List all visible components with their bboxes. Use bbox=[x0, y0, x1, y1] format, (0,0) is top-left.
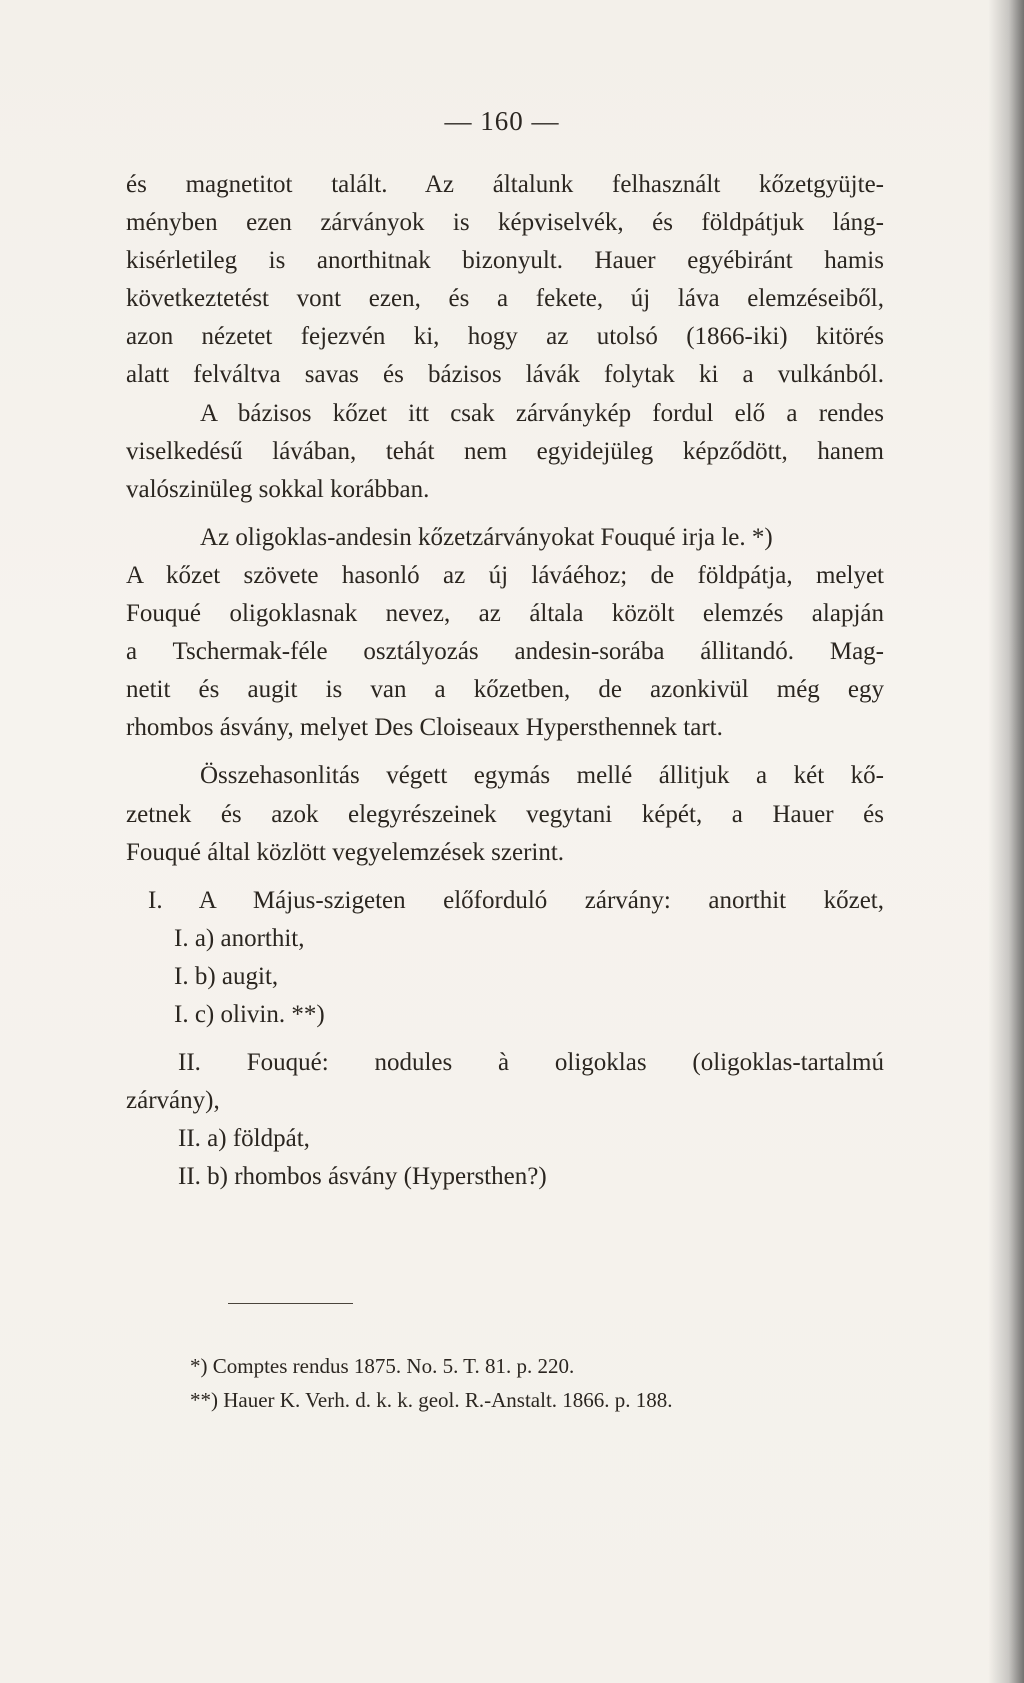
text-line: Fouqué oligoklasnak nevez, az általa közölt elemzés alapján bbox=[126, 600, 884, 628]
body-text bbox=[126, 166, 884, 1196]
text-line: kisérletileg is anorthitnak bizonyult. Hauer egyébiránt hamis bbox=[126, 247, 884, 275]
text-line: netit és augit is van a kőzetben, de azonkivül még egy bbox=[126, 676, 884, 704]
text-line: I. b) augit, bbox=[174, 962, 279, 990]
text-line: a Tschermak-féle osztályozás andesin-sorába állitandó. Mag- bbox=[126, 638, 884, 666]
text-line: következtetést vont ezen, és a fekete, új láva elemzéseiből, bbox=[126, 285, 884, 313]
text-line: valószinüleg sokkal korábban. bbox=[126, 475, 430, 503]
footnote-divider bbox=[228, 1303, 353, 1304]
footnote: *) Comptes rendus 1875. No. 5. T. 81. p. 220. bbox=[190, 1354, 575, 1378]
text-line: rhombos ásvány, melyet Des Cloiseaux Hypersthennek tart. bbox=[126, 714, 723, 742]
text-line: I. c) olivin. **) bbox=[174, 1000, 325, 1028]
text-line: Összehasonlitás végett egymás mellé állitjuk a két kő- bbox=[200, 762, 884, 790]
text-line: és magnetitot talált. Az általunk felhasznált kőzetgyüjte- bbox=[126, 171, 884, 198]
text-line: A kőzet szövete hasonló az új láváéhoz; de földpátja, melyet bbox=[126, 561, 884, 589]
text-line: II. a) földpát, bbox=[178, 1125, 310, 1153]
text-line: I. a) anorthit, bbox=[174, 924, 305, 952]
text-line: zárvány), bbox=[126, 1087, 220, 1115]
text-line: Fouqué által közlött vegyelemzések szerint. bbox=[126, 838, 565, 866]
text-line: zetnek és azok elegyrészeinek vegytani képét, a Hauer és bbox=[126, 800, 884, 828]
footnote: **) Hauer K. Verh. d. k. k. geol. R.-Anstalt. 1866. p. 188. bbox=[190, 1388, 673, 1412]
text-line: alatt felváltva savas és bázisos lávák folytak ki a vulkánból. bbox=[126, 361, 884, 389]
text-line: Az oligoklas-andesin kőzetzárványokat Fouqué irja le. *) bbox=[200, 523, 773, 551]
text-line: A bázisos kőzet itt csak zárványkép fordul elő a rendes bbox=[200, 399, 884, 427]
text-line: azon nézetet fejezvén ki, hogy az utolsó (1866-iki) kitörés bbox=[126, 323, 884, 351]
footnotes bbox=[190, 1349, 890, 1417]
page-number: — 160 — bbox=[444, 106, 560, 136]
text-line: I. A Május-szigeten előforduló zárvány: anorthit kőzet, bbox=[148, 886, 884, 914]
text-line: ményben ezen zárványok is képviselvék, és földpátjuk láng- bbox=[126, 209, 884, 237]
text-line: II. Fouqué: nodules à oligoklas (oligoklas-tartalmú bbox=[178, 1049, 884, 1077]
text-line: II. b) rhombos ásvány (Hypersthen?) bbox=[178, 1163, 547, 1191]
text-line: viselkedésű lávában, tehát nem egyidejüleg képződött, hanem bbox=[126, 437, 884, 465]
